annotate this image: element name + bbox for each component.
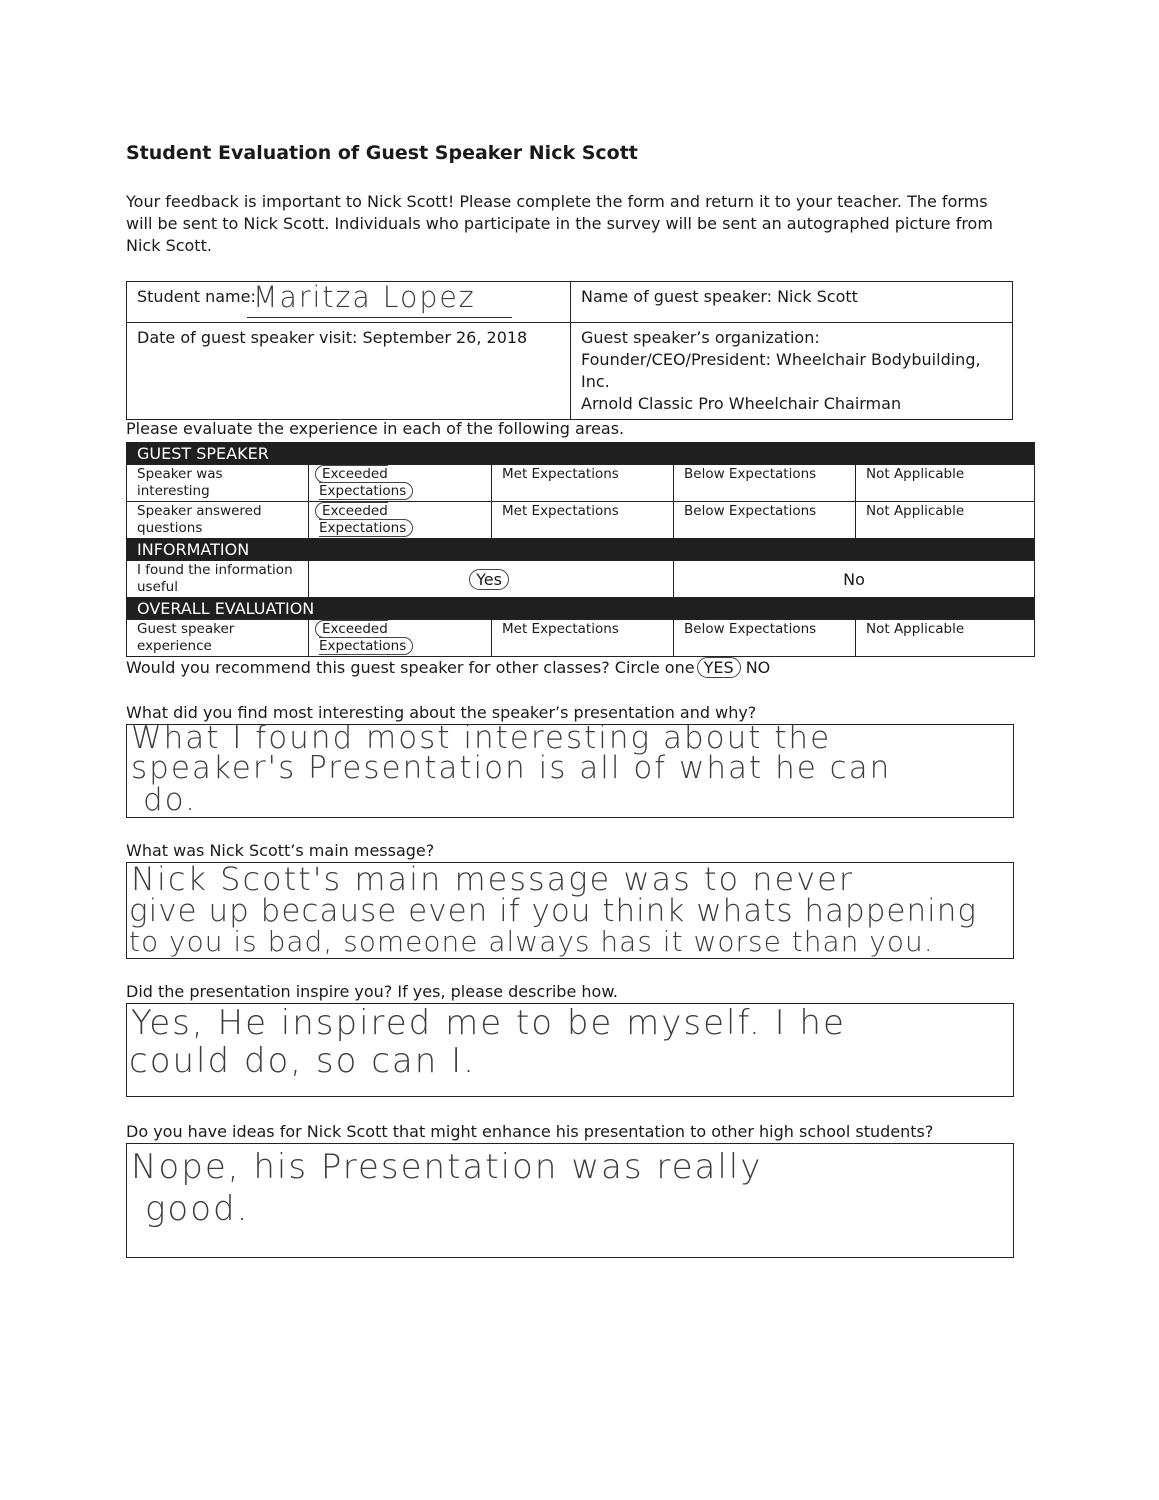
overall-header: OVERALL EVALUATION: [127, 598, 1035, 620]
interesting-met-option[interactable]: Met Expectations: [492, 465, 674, 502]
row-label-info-useful: I found the information useful: [127, 561, 309, 598]
answer-3-line-2: could do, so can I.: [129, 1041, 476, 1081]
answer-2-line-2: give up because even if you think whats happening: [129, 893, 977, 929]
organization-cell: [571, 323, 1013, 420]
row-label-answered: Speaker answered questions: [127, 502, 309, 539]
question-4: Do you have ideas for Nick Scott that might enhance his presentation to other high school students?: [126, 1122, 934, 1141]
overall-met-option[interactable]: Met Expectations: [492, 620, 674, 657]
question-1: What did you find most interesting about the speaker’s presentation and why?: [126, 703, 757, 722]
answer-box-1[interactable]: [126, 720, 1014, 818]
intro-paragraph: Your feedback is important to Nick Scott! Please complete the form and return it to your teacher. The forms will be sent to Nick Scott. Individuals who participate in the survey will be sent an autographed picture from Nick Scott.: [126, 192, 993, 255]
information-header: INFORMATION: [127, 539, 1035, 561]
answer-box-4[interactable]: [126, 1143, 1014, 1258]
overall-na-option[interactable]: Not Applicable: [856, 620, 1035, 657]
interesting-na-option[interactable]: Not Applicable: [856, 465, 1035, 502]
answered-exceeded-option[interactable]: Exceeded Expectations: [315, 502, 413, 537]
interesting-exceeded-option[interactable]: Exceeded Expectations: [315, 465, 413, 500]
speaker-name-cell: Name of guest speaker: Nick Scott: [571, 282, 1013, 323]
answer-1-line-2: speaker's Presentation is all of what he can: [131, 750, 892, 786]
student-name-label: Student name:: [137, 287, 256, 306]
info-no-option[interactable]: No: [674, 561, 1035, 598]
info-yes-option[interactable]: Yes: [469, 569, 509, 590]
recommend-no-option[interactable]: NO: [745, 658, 771, 677]
student-name-value: Maritza Lopez: [253, 280, 476, 314]
org-label: Guest speaker’s organization:: [581, 328, 820, 347]
name-underline: [247, 317, 512, 318]
question-2: What was Nick Scott’s main message?: [126, 841, 435, 860]
answered-na-option[interactable]: Not Applicable: [856, 502, 1035, 539]
answer-4-line-1: Nope, his Presentation was really: [131, 1147, 763, 1187]
answer-1-line-1: What I found most interesting about the: [131, 720, 832, 756]
answer-box-3[interactable]: [126, 1003, 1014, 1097]
visit-date-cell: Date of guest speaker visit: September 26, 2018: [127, 323, 571, 420]
guest-speaker-header: GUEST SPEAKER: [127, 443, 1035, 465]
answered-met-option[interactable]: Met Expectations: [492, 502, 674, 539]
org-line2: Arnold Classic Pro Wheelchair Chairman: [581, 394, 902, 413]
row-label-interesting: Speaker was interesting: [127, 465, 309, 502]
evaluate-prompt: Please evaluate the experience in each of the following areas.: [126, 419, 625, 438]
recommend-yes-option[interactable]: YES: [697, 657, 741, 678]
info-table: [126, 281, 1013, 420]
student-name-cell: [127, 282, 571, 323]
question-3: Did the presentation inspire you? If yes, please describe how.: [126, 982, 619, 1001]
overall-below-option[interactable]: Below Expectations: [674, 620, 856, 657]
answer-box-2[interactable]: [126, 862, 1014, 959]
overall-exceeded-option[interactable]: Exceeded Expectations: [315, 620, 413, 655]
org-line1: Founder/CEO/President: Wheelchair Bodybuilding, Inc.: [581, 350, 981, 391]
form-title: Student Evaluation of Guest Speaker Nick Scott: [126, 142, 638, 164]
evaluation-table: [126, 442, 1035, 657]
row-label-overall: Guest speaker experience: [127, 620, 309, 657]
answered-below-option[interactable]: Below Expectations: [674, 502, 856, 539]
recommend-question-text: Would you recommend this guest speaker for other classes? Circle one: [126, 658, 695, 677]
recommend-question: [126, 658, 770, 677]
answer-2-line-1: Nick Scott's main message was to never: [131, 860, 855, 898]
answer-4-line-2: good.: [145, 1189, 250, 1229]
answer-2-line-3: to you is bad, someone always has it worse than you.: [129, 925, 934, 958]
answer-1-line-3: do.: [143, 782, 197, 818]
interesting-below-option[interactable]: Below Expectations: [674, 465, 856, 502]
answer-3-line-1: Yes, He inspired me to be myself. I he: [131, 1003, 846, 1043]
